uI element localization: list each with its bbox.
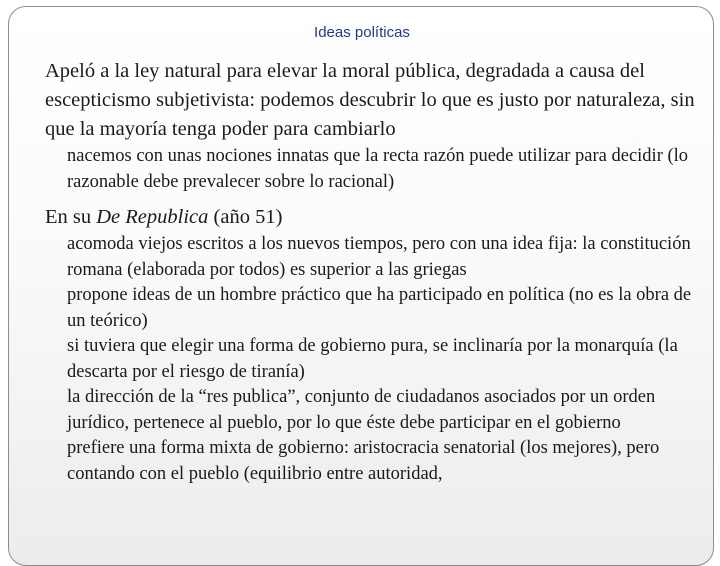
bullet-text: nacemos con unas nociones innatas que la recta razón puede utilizar para decidir (lo razonable debe prevalecer sobre lo racional) <box>67 146 689 192</box>
book-title: De Republica <box>96 206 209 228</box>
bullet-text-prefix: En su <box>45 206 97 228</box>
sub-bullet-item-practical-ideas <box>9 283 714 334</box>
bullet-item-de-republica <box>9 203 714 232</box>
bullet-text: prefiere una forma mixta de gobierno: aristocracia senatorial (los mejores), pero contando con el pueblo (equilibrio entre autoridad, <box>67 438 660 484</box>
bullet-text-suffix: (año 51) <box>208 206 283 228</box>
sub-bullet-item-mixed-government <box>9 436 714 487</box>
sub-bullet-item-old-writings <box>9 232 714 283</box>
slide-body <box>9 57 714 487</box>
slide <box>8 6 714 566</box>
bullet-text: si tuviera que elegir una forma de gobierno pura, se inclinaría por la monarquía (la descarta por el riesgo de tiranía) <box>67 336 678 382</box>
bullet-text: Apeló a la ley natural para elevar la moral pública, degradada a causa del escepticismo subjetivista: podemos descubrir lo que es justo por naturaleza, sin que la mayoría tenga poder para cambiarlo <box>45 60 695 140</box>
bullet-text: la dirección de la “res publica”, conjunto de ciudadanos asociados por un orden jurídico, pertenece al pueblo, por lo que éste debe participar en el gobierno <box>67 387 656 433</box>
bullet-text: acomoda viejos escritos a los nuevos tiempos, pero con una idea fija: la constitución romana (elaborada por todos) es superior a las griegas <box>67 234 691 280</box>
sub-bullet-item-res-publica <box>9 385 714 436</box>
slide-title: Ideas políticas <box>314 24 410 41</box>
bullet-item-natural-law <box>9 57 714 144</box>
bullet-text: propone ideas de un hombre práctico que ha participado en política (no es la obra de un teórico) <box>67 285 692 331</box>
sub-bullet-item-monarchy <box>9 334 714 385</box>
sub-bullet-item-innate-notions <box>9 144 714 195</box>
